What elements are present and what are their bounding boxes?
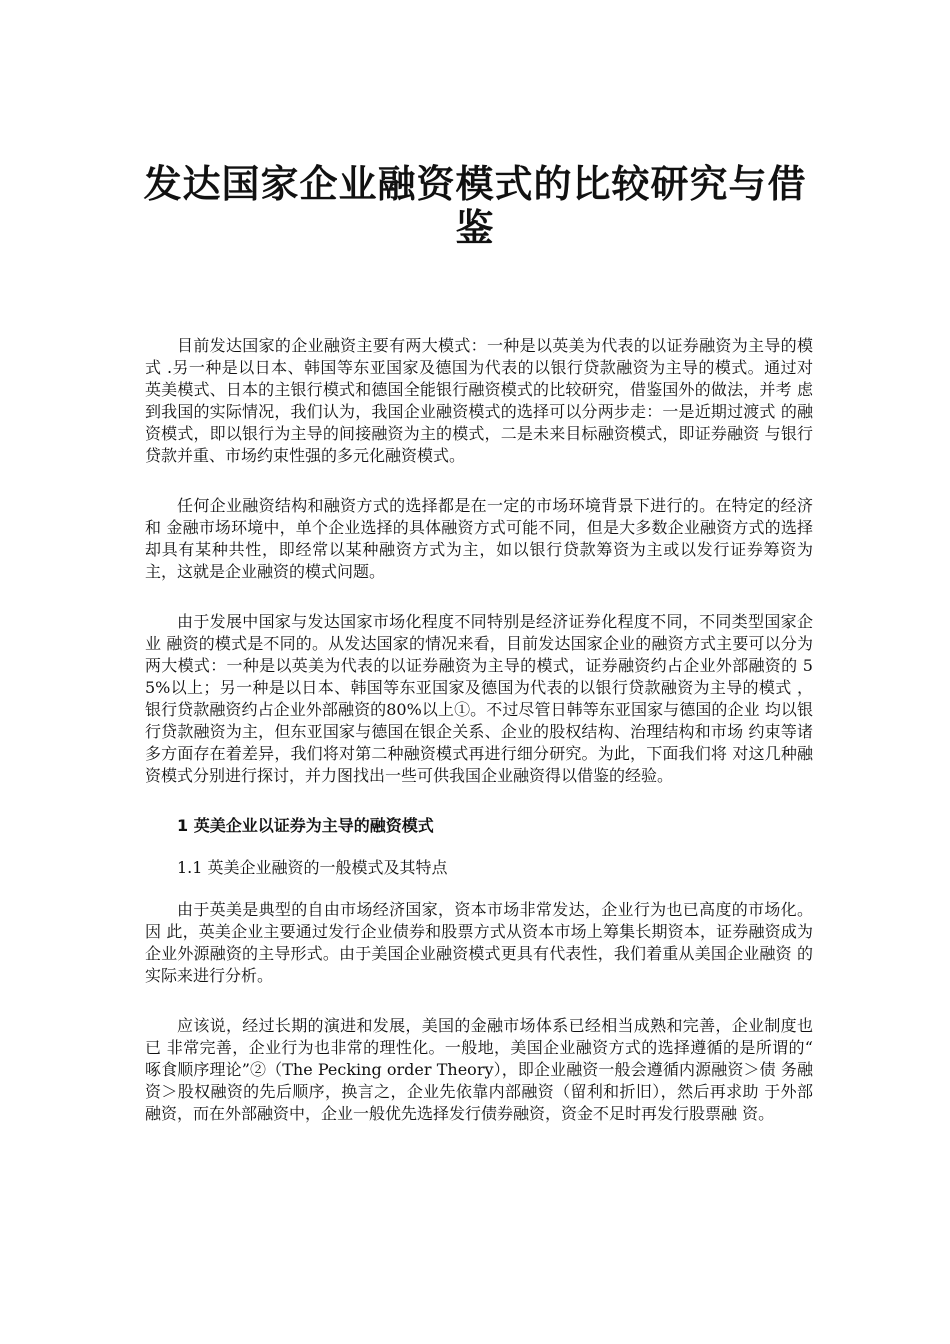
body-paragraph: 由于英美是典型的自由市场经济国家，资本市场非常发达，企业行为也已高度的市场化。因 此，英美企业主要通过发行企业债券和股票方式从资本市场上筹集长期资本，证券融资成为 企业外源融资的主导形式。由于美国企业融资模式更具有代表性，我们着重从美国企业融资 的实际来进行分析。 (145, 900, 813, 985)
document-body (145, 335, 813, 1153)
body-paragraph: 应该说，经过长期的演进和发展，美国的金融市场体系已经相当成熟和完善，企业制度也已 非常完善，企业行为也非常的理性化。一般地，美国企业融资方式的选择遵循的是所谓的“ 啄食顺序理论”②（The Pecking order Theory），即企业融资一般会遵循内源融资＞债 务融资＞股权融资的先后顺序，换言之，企业先依靠内部融资（留利和折旧），然后再求助 于外部融资，而在外部融资中，企业一般优先选择发行债券融资，资金不足时再发行股票融 资。 (145, 1016, 813, 1123)
document-title: 发达国家企业融资模式的比较研究与借鉴 (143, 161, 807, 250)
body-paragraph: 由于发展中国家与发达国家市场化程度不同特别是经济证券化程度不同，不同类型国家企业 融资的模式是不同的。从发达国家的情况来看，目前发达国家企业的融资方式主要可以分为 两大模式：一种是以英美为代表的以证券融资为主导的模式，证券融资约占企业外部融资的 55%以上；另一种是以日本、韩国等东亚国家及德国为代表的以银行贷款融资为主导的模式 ，银行贷款融资约占企业外部融资的80%以上①。不过尽管日韩等东亚国家与德国的企业 均以银行贷款融资为主，但东亚国家与德国在银企关系、企业的股权结构、治理结构和市场 约束等诸多方面存在着差异，我们将对第二种融资模式再进行细分研究。为此，下面我们将 对这几种融资模式分别进行探讨，并力图找出一些可供我国企业融资得以借鉴的经验。 (145, 612, 813, 785)
subsection-heading: 1.1 英美企业融资的一般模式及其特点 (177, 858, 448, 877)
body-paragraph: 目前发达国家的企业融资主要有两大模式：一种是以英美为代表的以证券融资为主导的模式 .另一种是以日本、韩国等东亚国家及德国为代表的以银行贷款融资为主导的模式。通过对 英美模式、日本的主银行模式和德国全能银行融资模式的比较研究，借鉴国外的做法，并考 虑到我国的实际情况，我们认为，我国企业融资模式的选择可以分两步走：一是近期过渡式 的融资模式，即以银行为主导的间接融资为主的模式，二是未来目标融资模式，即证券融资 与银行贷款并重、市场约束性强的多元化融资模式。 (145, 336, 813, 465)
section-heading: 1 英美企业以证券为主导的融资模式 (177, 816, 434, 835)
body-paragraph: 任何企业融资结构和融资方式的选择都是在一定的市场环境背景下进行的。在特定的经济和 金融市场环境中，单个企业选择的具体融资方式可能不同，但是大多数企业融资方式的选择 却具有某种共性，即经常以某种融资方式为主，如以银行贷款筹资为主或以发行证券筹资为 主，这就是企业融资的模式问题。 (145, 496, 813, 581)
